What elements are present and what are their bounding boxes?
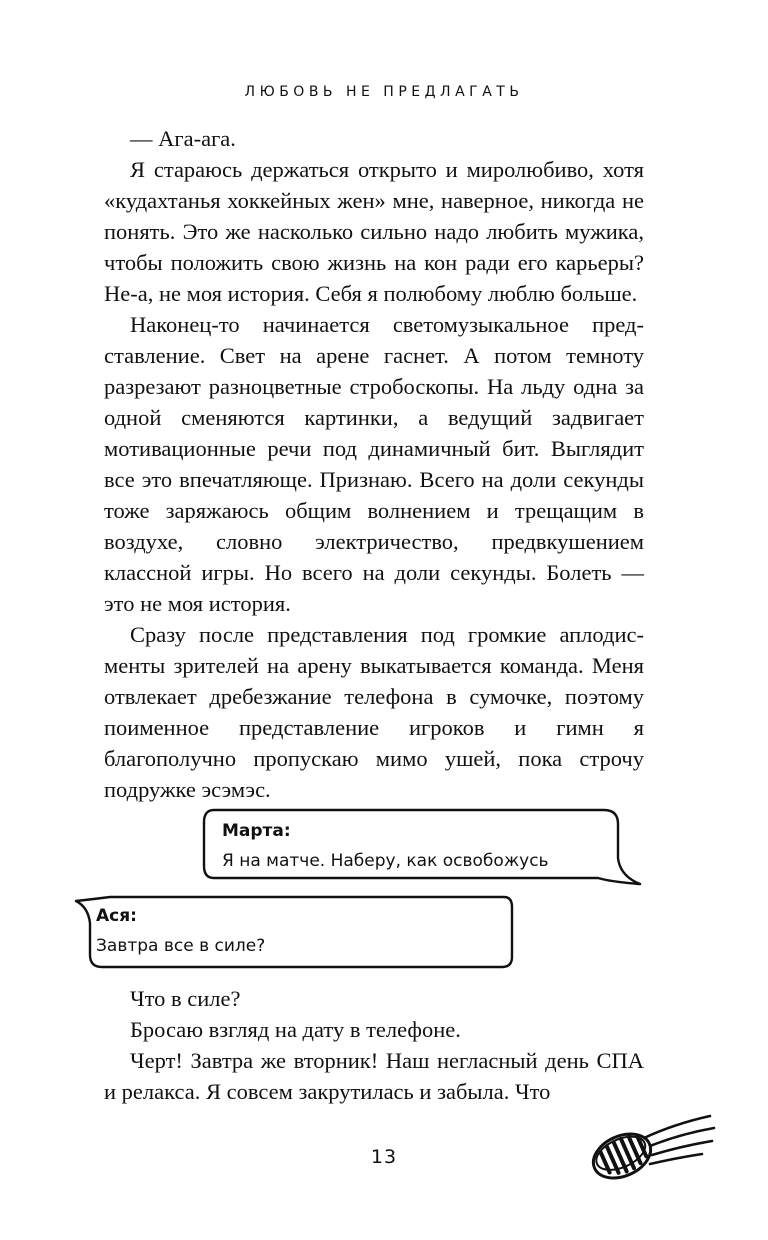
running-title: ЛЮБОВЬ НЕ ПРЕДЛАГАТЬ	[244, 84, 524, 100]
body-text-top	[104, 123, 644, 805]
paragraph: — Ага-ага.	[130, 126, 236, 151]
paragraph: Что в силе?	[130, 986, 241, 1011]
paragraph: Я стараюсь держаться открыто и миролюбиво, хотя «кудахтанья хоккейных жен» мне, наверное, никогда не понять. Это же насколько сильно надо любить мужика, чтобы положить свою жизнь на кон ради его карьеры? Не-а, не моя история. Себя я полюбому люблю больше.	[104, 157, 644, 306]
hockey-puck-icon	[588, 1108, 720, 1180]
paragraph: Наконец-то начинается светомузыкальное представление. Свет на арене гаснет. А потом темноту разрезают разноцветные стробоскопы. На льду одна за одной сменяются картинки, а ведущий задвигает мотивационные речи под динамичный бит. Выглядит все это впечатляюще. Признаю. Всего на доли секунды тоже заряжаюсь общим волнением и трещащим в воздухе, словно электричество, предвкушением классной игры. Но всего на доли секунды. Болеть — это не моя история.	[104, 312, 644, 616]
message-bubble-asya	[74, 893, 516, 973]
body-text-bottom	[104, 983, 644, 1107]
paragraph: Сразу после представления под громкие аплодисменты зрителей на арену выкатывается команда. Меня отвлекает дребезжание телефона в сумочке, поэтому поименное представление игроков и гимн я благополучно пропускаю мимо ушей, пока строчу подружке эсэмэс.	[104, 622, 644, 802]
paragraph: Черт! Завтра же вторник! Наш негласный день СПА и релакса. Я совсем закрутилась и забыла. Что	[104, 1048, 644, 1104]
message-bubble-marta	[200, 806, 650, 888]
message-text: Завтра все в силе?	[96, 936, 266, 956]
paragraph: Бросаю взгляд на дату в телефоне.	[130, 1017, 461, 1042]
message-sender: Ася:	[96, 906, 137, 926]
message-text: Я на матче. Наберу, как освобожусь	[222, 851, 549, 871]
page-number: 13	[370, 1146, 398, 1168]
message-sender: Марта:	[222, 821, 291, 841]
